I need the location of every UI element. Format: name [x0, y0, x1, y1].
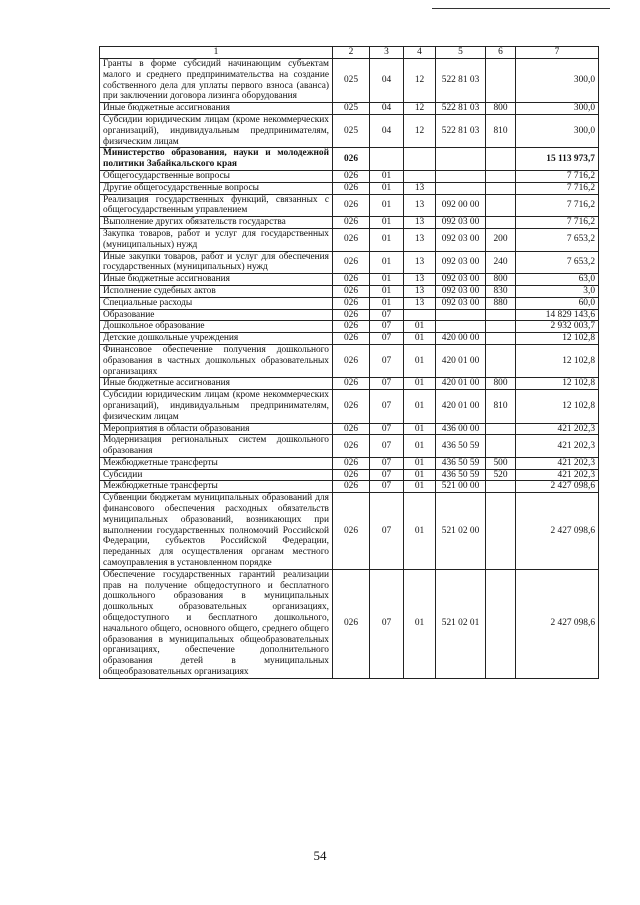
table-row: [100, 569, 599, 678]
table-row: [100, 103, 599, 115]
table-row: [100, 309, 599, 321]
row-name: Детские дошкольные учреждения: [100, 333, 333, 345]
row-ved-code: 026: [333, 469, 370, 481]
row-section-code: 07: [370, 344, 404, 377]
row-ved-code: 026: [333, 493, 370, 570]
row-section-code: 01: [370, 274, 404, 286]
table-row: [100, 114, 599, 147]
row-ved-code: 026: [333, 182, 370, 194]
row-section-code: 01: [370, 228, 404, 251]
row-amount: 421 202,3: [516, 423, 599, 435]
row-target-article: 092 03 00: [436, 217, 486, 229]
row-target-article: 092 03 00: [436, 251, 486, 274]
table-body: [100, 47, 599, 679]
row-target-article: 420 01 00: [436, 378, 486, 390]
row-expense-type: [486, 321, 516, 333]
row-subsection-code: 13: [404, 297, 436, 309]
row-ved-code: 026: [333, 423, 370, 435]
header-col-2: 2: [333, 47, 370, 59]
row-subsection-code: 13: [404, 251, 436, 274]
row-section-code: 01: [370, 217, 404, 229]
table-row: [100, 217, 599, 229]
header-col-1: 1: [100, 47, 333, 59]
table-row: [100, 148, 599, 171]
row-section-code: 07: [370, 435, 404, 458]
row-ved-code: 026: [333, 309, 370, 321]
row-section-code: [370, 148, 404, 171]
row-expense-type: [486, 148, 516, 171]
row-target-article: 092 03 00: [436, 228, 486, 251]
row-ved-code: 026: [333, 378, 370, 390]
row-target-article: 521 02 00: [436, 493, 486, 570]
row-target-article: 522 81 03: [436, 114, 486, 147]
row-subsection-code: 01: [404, 423, 436, 435]
table-row: [100, 251, 599, 274]
row-expense-type: 800: [486, 274, 516, 286]
row-amount: 12 102,8: [516, 333, 599, 345]
row-section-code: 07: [370, 481, 404, 493]
row-subsection-code: [404, 170, 436, 182]
row-expense-type: 810: [486, 114, 516, 147]
row-ved-code: 026: [333, 170, 370, 182]
row-ved-code: 025: [333, 103, 370, 115]
row-amount: 12 102,8: [516, 378, 599, 390]
row-amount: 12 102,8: [516, 390, 599, 423]
row-amount: 300,0: [516, 59, 599, 103]
row-name: Модернизация региональных систем дошкольного образования: [100, 435, 333, 458]
row-name: Межбюджетные трансферты: [100, 457, 333, 469]
row-ved-code: 026: [333, 194, 370, 217]
row-subsection-code: 13: [404, 285, 436, 297]
row-expense-type: 800: [486, 103, 516, 115]
row-section-code: 07: [370, 469, 404, 481]
row-ved-code: 026: [333, 435, 370, 458]
row-expense-type: 800: [486, 378, 516, 390]
row-target-article: 436 00 00: [436, 423, 486, 435]
row-ved-code: 026: [333, 217, 370, 229]
row-name: Гранты в форме субсидий начинающим субъектам малого и среднего предпринимательства на создание собственного дела для уплаты первого взноса (аванса) при заключении договора лизинга оборудования: [100, 59, 333, 103]
row-ved-code: 026: [333, 333, 370, 345]
row-name: Финансовое обеспечение получения дошкольного образования в частных дошкольных образовательных организациях: [100, 344, 333, 377]
row-target-article: 436 50 59: [436, 435, 486, 458]
header-col-3: 3: [370, 47, 404, 59]
row-amount: 7 716,2: [516, 182, 599, 194]
row-subsection-code: 01: [404, 435, 436, 458]
row-expense-type: [486, 344, 516, 377]
header-col-4: 4: [404, 47, 436, 59]
row-section-code: 07: [370, 333, 404, 345]
row-name: Обеспечение государственных гарантий реализации прав на получение общедоступного и бесплатного дошкольного образования в муниципальных дошкольных образовательных организациях, общедоступного и бесплатного дошкольного, начального общего, основного общего, среднего общего образования в муниципальных общеобразовательных организациях, обеспечение дополнительного образования детей в муниципальных общеобразовательных организациях: [100, 569, 333, 678]
row-amount: 2 932 003,7: [516, 321, 599, 333]
row-subsection-code: 01: [404, 481, 436, 493]
header-col-6: 6: [486, 47, 516, 59]
row-target-article: 522 81 03: [436, 59, 486, 103]
row-section-code: 01: [370, 182, 404, 194]
row-section-code: 04: [370, 59, 404, 103]
row-target-article: 522 81 03: [436, 103, 486, 115]
row-target-article: 092 03 00: [436, 297, 486, 309]
row-subsection-code: 01: [404, 569, 436, 678]
row-name: Субсидии юридическим лицам (кроме некоммерческих организаций), индивидуальным предпринимателям, физическим лицам: [100, 390, 333, 423]
row-expense-type: [486, 170, 516, 182]
row-amount: 15 113 973,7: [516, 148, 599, 171]
row-amount: 12 102,8: [516, 344, 599, 377]
row-target-article: 521 02 01: [436, 569, 486, 678]
row-subsection-code: 12: [404, 114, 436, 147]
row-section-code: 01: [370, 297, 404, 309]
row-ved-code: 025: [333, 114, 370, 147]
row-expense-type: 830: [486, 285, 516, 297]
row-section-code: 01: [370, 170, 404, 182]
row-name: Иные бюджетные ассигнования: [100, 274, 333, 286]
row-name: Субсидии: [100, 469, 333, 481]
row-subsection-code: 13: [404, 228, 436, 251]
row-expense-type: 240: [486, 251, 516, 274]
table-row: [100, 481, 599, 493]
row-amount: 60,0: [516, 297, 599, 309]
table-row: [100, 59, 599, 103]
row-name: Министерство образования, науки и молодежной политики Забайкальского края: [100, 148, 333, 171]
row-target-article: 521 00 00: [436, 481, 486, 493]
row-subsection-code: 12: [404, 59, 436, 103]
row-subsection-code: 01: [404, 321, 436, 333]
table-row: [100, 344, 599, 377]
row-amount: 7 716,2: [516, 194, 599, 217]
table-row: [100, 390, 599, 423]
row-subsection-code: [404, 148, 436, 171]
table-row: [100, 457, 599, 469]
row-expense-type: [486, 59, 516, 103]
row-ved-code: 026: [333, 297, 370, 309]
row-target-article: 420 01 00: [436, 344, 486, 377]
row-target-article: 092 03 00: [436, 285, 486, 297]
row-target-article: 436 50 59: [436, 457, 486, 469]
row-expense-type: [486, 423, 516, 435]
row-expense-type: [486, 217, 516, 229]
table-row: [100, 285, 599, 297]
row-section-code: 07: [370, 569, 404, 678]
row-subsection-code: 01: [404, 469, 436, 481]
row-expense-type: 810: [486, 390, 516, 423]
row-subsection-code: 01: [404, 390, 436, 423]
row-expense-type: 500: [486, 457, 516, 469]
row-expense-type: [486, 569, 516, 678]
row-name: Общегосударственные вопросы: [100, 170, 333, 182]
row-name: Другие общегосударственные вопросы: [100, 182, 333, 194]
table-row: [100, 274, 599, 286]
row-ved-code: 026: [333, 390, 370, 423]
row-ved-code: 026: [333, 148, 370, 171]
row-name: Дошкольное образование: [100, 321, 333, 333]
row-subsection-code: 12: [404, 103, 436, 115]
row-amount: 421 202,3: [516, 457, 599, 469]
row-ved-code: 026: [333, 274, 370, 286]
row-ved-code: 026: [333, 285, 370, 297]
row-subsection-code: 13: [404, 182, 436, 194]
row-expense-type: [486, 309, 516, 321]
row-amount: 7 716,2: [516, 170, 599, 182]
row-section-code: 01: [370, 194, 404, 217]
table-row: [100, 228, 599, 251]
table-row: [100, 469, 599, 481]
budget-table: [99, 46, 599, 679]
row-section-code: 07: [370, 390, 404, 423]
table-header-row: [100, 47, 599, 59]
row-expense-type: [486, 182, 516, 194]
row-section-code: 07: [370, 493, 404, 570]
table-row: [100, 170, 599, 182]
table-row: [100, 378, 599, 390]
row-ved-code: 026: [333, 344, 370, 377]
row-amount: 63,0: [516, 274, 599, 286]
row-ved-code: 025: [333, 59, 370, 103]
row-amount: 7 653,2: [516, 228, 599, 251]
table-row: [100, 297, 599, 309]
row-ved-code: 026: [333, 228, 370, 251]
row-expense-type: [486, 194, 516, 217]
row-name: Образование: [100, 309, 333, 321]
row-target-article: 420 01 00: [436, 390, 486, 423]
row-name: Иные бюджетные ассигнования: [100, 103, 333, 115]
top-rule: [432, 8, 610, 9]
row-expense-type: [486, 493, 516, 570]
row-name: Специальные расходы: [100, 297, 333, 309]
row-amount: 2 427 098,6: [516, 481, 599, 493]
row-subsection-code: 13: [404, 194, 436, 217]
row-amount: 3,0: [516, 285, 599, 297]
table-row: [100, 423, 599, 435]
row-target-article: [436, 321, 486, 333]
row-name: Иные закупки товаров, работ и услуг для обеспечения государственных (муниципальных) нужд: [100, 251, 333, 274]
row-expense-type: [486, 481, 516, 493]
row-subsection-code: 01: [404, 344, 436, 377]
row-section-code: 07: [370, 378, 404, 390]
table-row: [100, 321, 599, 333]
row-section-code: 07: [370, 457, 404, 469]
row-section-code: 01: [370, 285, 404, 297]
row-target-article: 436 50 59: [436, 469, 486, 481]
row-amount: 300,0: [516, 103, 599, 115]
table-row: [100, 435, 599, 458]
row-subsection-code: 01: [404, 378, 436, 390]
table-row: [100, 182, 599, 194]
row-amount: 2 427 098,6: [516, 493, 599, 570]
header-col-5: 5: [436, 47, 486, 59]
row-amount: 7 716,2: [516, 217, 599, 229]
row-subsection-code: 13: [404, 217, 436, 229]
row-section-code: 07: [370, 321, 404, 333]
row-expense-type: [486, 333, 516, 345]
row-name: Иные бюджетные ассигнования: [100, 378, 333, 390]
row-ved-code: 026: [333, 321, 370, 333]
table-row: [100, 333, 599, 345]
row-section-code: 07: [370, 423, 404, 435]
row-amount: 300,0: [516, 114, 599, 147]
row-name: Выполнение других обязательств государства: [100, 217, 333, 229]
row-amount: 7 653,2: [516, 251, 599, 274]
row-name: Субвенции бюджетам муниципальных образований для финансового обеспечения расходных обязательств муниципальных образований, возникающих при выполнении государственных полномочий Российской Федерации, субъектов Российской Федерации, переданных для осуществления органам местного самоуправления в установленном порядке: [100, 493, 333, 570]
row-name: Исполнение судебных актов: [100, 285, 333, 297]
row-subsection-code: 01: [404, 457, 436, 469]
row-subsection-code: 13: [404, 274, 436, 286]
row-amount: 14 829 143,6: [516, 309, 599, 321]
row-name: Закупка товаров, работ и услуг для государственных (муниципальных) нужд: [100, 228, 333, 251]
row-section-code: 07: [370, 309, 404, 321]
row-ved-code: 026: [333, 569, 370, 678]
row-target-article: [436, 182, 486, 194]
row-name: Мероприятия в области образования: [100, 423, 333, 435]
row-ved-code: 026: [333, 481, 370, 493]
row-amount: 2 427 098,6: [516, 569, 599, 678]
row-target-article: 092 03 00: [436, 274, 486, 286]
row-target-article: [436, 170, 486, 182]
row-target-article: 092 00 00: [436, 194, 486, 217]
row-subsection-code: [404, 309, 436, 321]
row-name: Межбюджетные трансферты: [100, 481, 333, 493]
row-amount: 421 202,3: [516, 469, 599, 481]
row-subsection-code: 01: [404, 493, 436, 570]
row-expense-type: [486, 435, 516, 458]
row-target-article: [436, 148, 486, 171]
row-target-article: 420 00 00: [436, 333, 486, 345]
row-subsection-code: 01: [404, 333, 436, 345]
row-amount: 421 202,3: [516, 435, 599, 458]
row-section-code: 04: [370, 103, 404, 115]
row-expense-type: 200: [486, 228, 516, 251]
row-expense-type: 520: [486, 469, 516, 481]
table-row: [100, 194, 599, 217]
table-row: [100, 493, 599, 570]
row-target-article: [436, 309, 486, 321]
row-expense-type: 880: [486, 297, 516, 309]
row-ved-code: 026: [333, 251, 370, 274]
row-name: Реализация государственных функций, связанных с общегосударственным управлением: [100, 194, 333, 217]
row-ved-code: 026: [333, 457, 370, 469]
header-col-7: 7: [516, 47, 599, 59]
row-section-code: 01: [370, 251, 404, 274]
row-name: Субсидии юридическим лицам (кроме некоммерческих организаций), индивидуальным предпринимателям, физическим лицам: [100, 114, 333, 147]
page-number: 54: [313, 848, 327, 863]
row-section-code: 04: [370, 114, 404, 147]
